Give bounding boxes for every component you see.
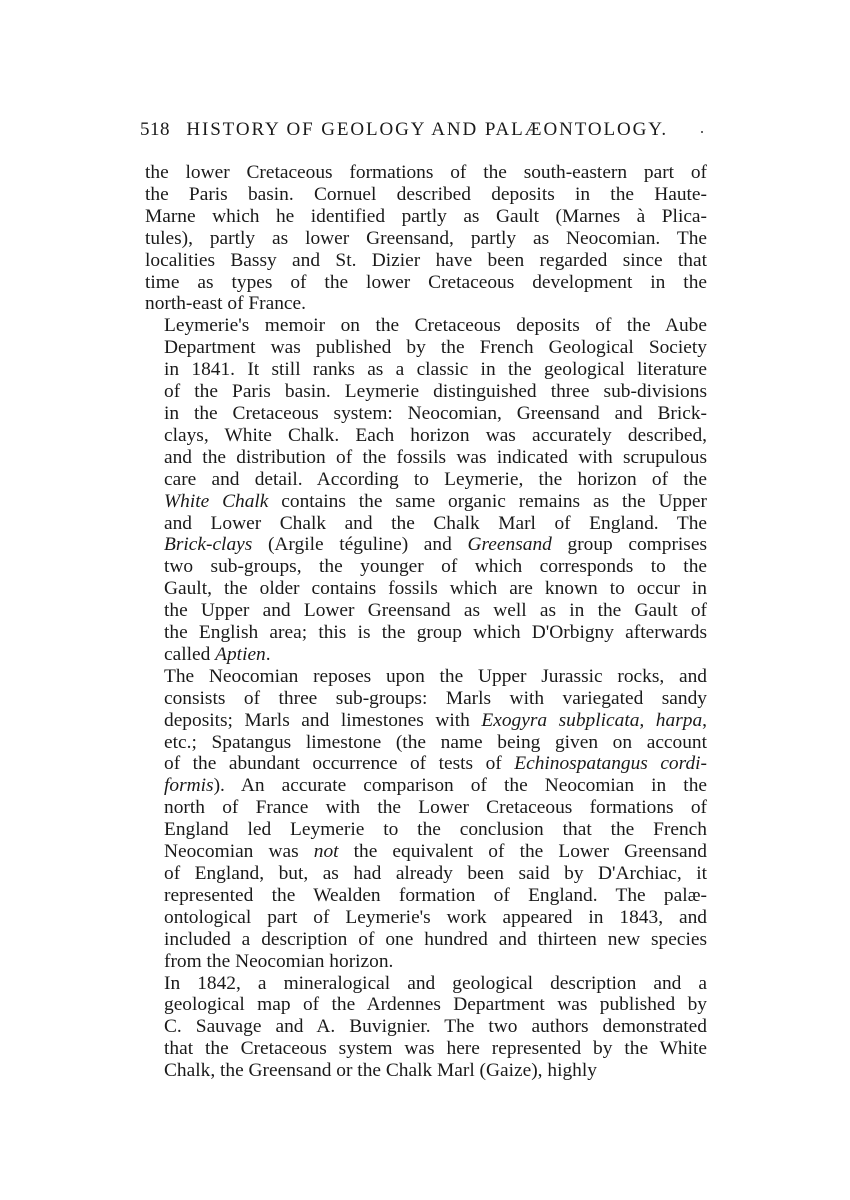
- line-segment: geological map of the Ardennes Department was published by: [164, 994, 707, 1016]
- body-text: [145, 162, 707, 1082]
- text-line: [145, 381, 707, 403]
- line-segment: of England, but, as had already been said by D'Archiac, it: [164, 863, 707, 884]
- running-header: [140, 118, 720, 142]
- line-segment: clays, White Chalk. Each horizon was accurately described,: [164, 424, 707, 446]
- text-line: [145, 315, 707, 337]
- line-segment: Marne which he identified partly as Gault (Marnes à Plica-: [145, 205, 707, 227]
- line-segment: Neocomian was: [164, 841, 314, 863]
- line-segment: Gault, the older contains fossils which are known to occur in: [164, 578, 707, 600]
- line-segment: localities Bassy and St. Dizier have been regarded since that: [145, 249, 707, 271]
- text-line: [145, 425, 707, 447]
- line-segment: England led Leymerie to the conclusion that the French: [164, 819, 707, 841]
- line-segment: north of France with the Lower Cretaceous formations of: [164, 797, 707, 819]
- line-segment: of the abundant occurrence of tests of: [164, 753, 515, 775]
- line-segment: ,: [702, 709, 707, 731]
- text-line: [145, 1060, 707, 1082]
- line-segment: the English area; this is the group which D'Orbigny afterwards: [164, 622, 707, 644]
- text-line: [145, 841, 707, 863]
- italic-term: formis: [164, 775, 214, 797]
- text-line: [145, 863, 707, 885]
- text-line: [145, 272, 707, 294]
- line-segment: the Upper and Lower Greensand as well as in the Gault of: [164, 600, 707, 622]
- text-line: [145, 556, 707, 578]
- line-segment: .: [265, 643, 271, 665]
- line-segment: In 1842, a mineralogical and geological description and a: [164, 972, 707, 994]
- text-line: [145, 951, 707, 973]
- line-segment: in the Cretaceous system: Neocomian, Greensand and Brick-: [164, 402, 707, 424]
- line-segment: Chalk, the Greensand or the Chalk Marl (Gaize), highly: [164, 1060, 597, 1082]
- line-segment: and the distribution of the fossils was indicated with scrupulous: [164, 446, 707, 468]
- text-line: [145, 513, 707, 535]
- text-line: [145, 293, 707, 315]
- line-segment: group comprises: [551, 534, 708, 556]
- line-segment: from the Neocomian horizon.: [164, 950, 394, 972]
- text-line: [145, 797, 707, 819]
- page-number: 518: [140, 119, 170, 140]
- text-line: [145, 359, 707, 381]
- text-line: [145, 600, 707, 622]
- line-segment: deposits; Marls and limestones with: [164, 709, 482, 731]
- line-segment: the Paris basin. Cornuel described deposits in the Haute-: [145, 183, 707, 205]
- text-line: [145, 622, 707, 644]
- text-line: [145, 491, 707, 513]
- line-segment: called: [164, 643, 216, 665]
- text-line: [145, 1016, 707, 1038]
- text-line: [145, 710, 707, 732]
- text-line: [145, 206, 707, 228]
- text-line: [145, 469, 707, 491]
- line-segment: Department was published by the French Geological Society: [164, 337, 707, 359]
- line-segment: contains the same organic remains as the Upper: [268, 490, 707, 512]
- text-line: [145, 447, 707, 469]
- text-line: [145, 775, 707, 797]
- line-segment: in 1841. It still ranks as a classic in the geological literature: [164, 359, 707, 381]
- header-stray-mark: [701, 131, 703, 133]
- line-segment: ). An accurate comparison of the Neocomian in the: [213, 775, 707, 797]
- text-line: [145, 973, 707, 995]
- italic-term: not: [313, 841, 339, 863]
- italic-term: Exogyra subplicata, harpa: [481, 709, 703, 731]
- line-segment: the equivalent of the Lower Greensand: [338, 841, 707, 863]
- line-segment: etc.; Spatangus limestone (the name being given on account: [164, 731, 707, 753]
- line-segment: tules), partly as lower Greensand, partly as Neocomian. The: [145, 227, 707, 249]
- text-line: [145, 732, 707, 754]
- line-segment: north-east of France.: [145, 293, 306, 315]
- line-segment: ontological part of Leymerie's work appeared in 1843, and: [164, 906, 707, 928]
- line-segment: The Neocomian reposes upon the Upper Jurassic rocks, and: [164, 665, 707, 687]
- text-line: [145, 228, 707, 250]
- line-segment: consists of three sub-groups: Marls with variegated sandy: [164, 687, 707, 709]
- line-segment: represented the Wealden formation of England. The palæ-: [164, 884, 707, 906]
- text-line: [145, 534, 707, 556]
- line-segment: that the Cretaceous system was here represented by the White: [164, 1038, 707, 1060]
- text-line: [145, 403, 707, 425]
- line-segment: of the Paris basin. Leymerie distinguished three sub-divisions: [164, 381, 707, 403]
- line-segment: the lower Cretaceous formations of the south-eastern part of: [145, 162, 707, 183]
- italic-term: Greensand: [467, 534, 552, 556]
- text-line: [145, 250, 707, 272]
- text-line: [145, 184, 707, 206]
- text-line: [145, 885, 707, 907]
- text-line: [145, 578, 707, 600]
- line-segment: and Lower Chalk and the Chalk Marl of England. The: [164, 512, 707, 534]
- text-line: [145, 644, 707, 666]
- line-segment: time as types of the lower Cretaceous development in the: [145, 271, 707, 293]
- line-segment: included a description of one hundred and thirteen new species: [164, 928, 707, 950]
- line-segment: care and detail. According to Leymerie, the horizon of the: [164, 468, 707, 490]
- line-segment: Leymerie's memoir on the Cretaceous deposits of the Aube: [164, 315, 707, 337]
- italic-term: Echinospatangus cordi-: [514, 753, 707, 775]
- line-segment: (Argile téguline) and: [252, 534, 468, 556]
- line-segment: C. Sauvage and A. Buvignier. The two authors demonstrated: [164, 1016, 707, 1038]
- text-line: [145, 929, 707, 951]
- line-segment: two sub-groups, the younger of which corresponds to the: [164, 556, 707, 578]
- paragraph: [145, 315, 707, 666]
- text-line: [145, 688, 707, 710]
- text-line: [145, 753, 707, 775]
- running-title: HISTORY OF GEOLOGY AND PALÆONTOLOGY.: [186, 119, 669, 140]
- italic-term: Brick-clays: [164, 534, 253, 556]
- text-line: [145, 162, 707, 184]
- text-line: [145, 907, 707, 929]
- italic-term: Aptien: [215, 643, 266, 665]
- italic-term: White Chalk: [164, 490, 269, 512]
- text-line: [145, 666, 707, 688]
- text-line: [145, 819, 707, 841]
- paragraph: [145, 973, 707, 1083]
- text-line: [145, 337, 707, 359]
- paragraph: [145, 162, 707, 315]
- text-line: [145, 1038, 707, 1060]
- paragraph: [145, 666, 707, 973]
- text-line: [145, 994, 707, 1016]
